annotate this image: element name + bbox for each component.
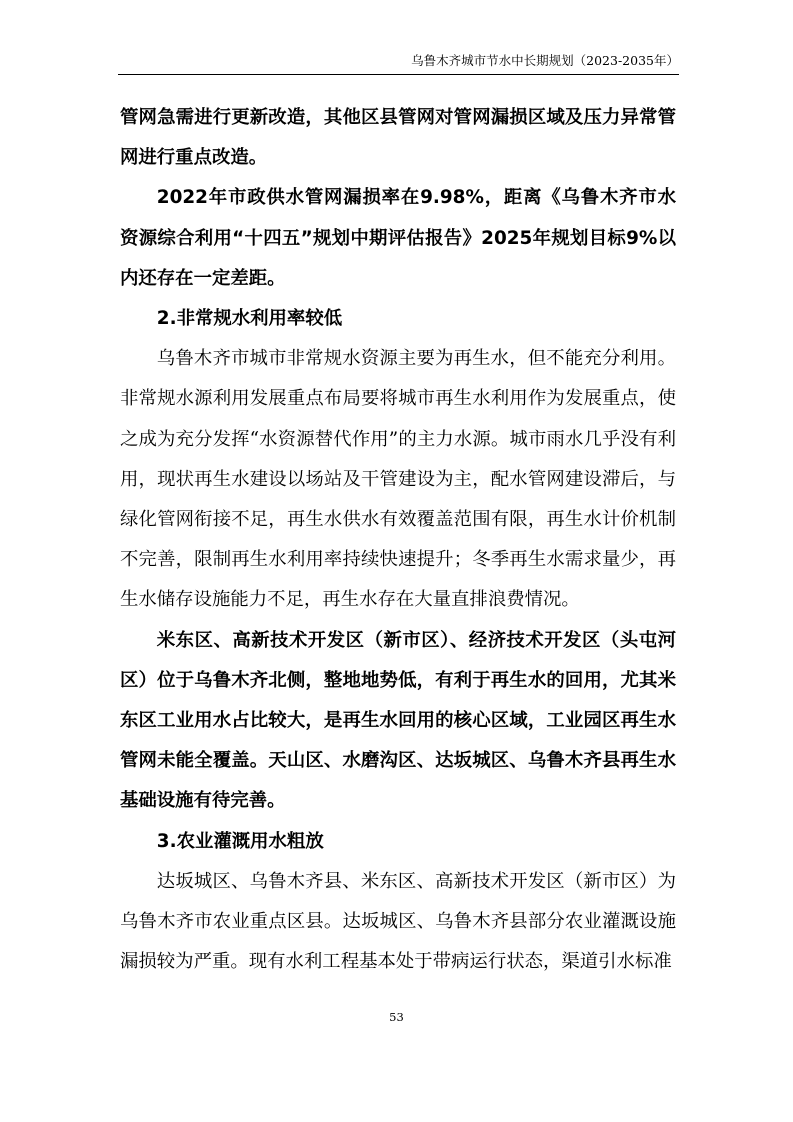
paragraph-leakage-rate: 2022年市政供水管网漏损率在9.98%，距离《乌鲁木齐市水资源综合利用“十四五”规划中期评估报告》2025年规划目标9%以内还存在一定差距。: [120, 187, 676, 289]
section-heading-unconventional-water: 2.非常规水利用率较低: [156, 308, 343, 330]
header-title: 乌鲁木齐城市节水中长期规划（2023-2035年）: [411, 53, 679, 68]
body-content: [120, 98, 676, 982]
paragraph-pipe-renovation: 管网急需进行更新改造，其他区县管网对管网漏损区域及压力异常管网进行重点改造。: [120, 107, 676, 169]
paragraph-agriculture-irrigation: 达坂城区、乌鲁木齐县、米东区、高新技术开发区（新市区）为乌鲁木齐市农业重点区县。达坂城区、乌鲁木齐县部分农业灌溉设施漏损较为严重。现有水利工程基本处于带病运行状态，渠道引水标准: [120, 870, 676, 973]
page-header: [118, 50, 679, 75]
section-heading-agriculture: 3.农业灌溉用水粗放: [156, 830, 324, 852]
page-number: 53: [389, 1010, 404, 1024]
paragraph-district-reuse: 米东区、高新技术开发区（新市区）、经济技术开发区（头屯河区）位于乌鲁木齐北侧，整地地势低，有利于再生水的回用，尤其米东区工业用水占比较大，是再生水回用的核心区域，工业园区再生水管网未能全覆盖。天山区、水磨沟区、达坂城区、乌鲁木齐县再生水基础设施有待完善。: [120, 629, 676, 812]
page-footer: [0, 1010, 793, 1024]
paragraph-reclaimed-water: 乌鲁木齐市城市非常规水资源主要为再生水，但不能充分利用。非常规水源利用发展重点布局要将城市再生水利用作为发展重点，使之成为充分发挥“水资源替代作用”的主力水源。城市雨水几乎没有利用，现状再生水建设以场站及干管建设为主，配水管网建设滞后，与绿化管网衔接不足，再生水供水有效覆盖范围有限，再生水计价机制不完善，限制再生水利用率持续快速提升；冬季再生水需求量少，再生水储存设施能力不足，再生水存在大量直排浪费情况。: [120, 348, 676, 611]
